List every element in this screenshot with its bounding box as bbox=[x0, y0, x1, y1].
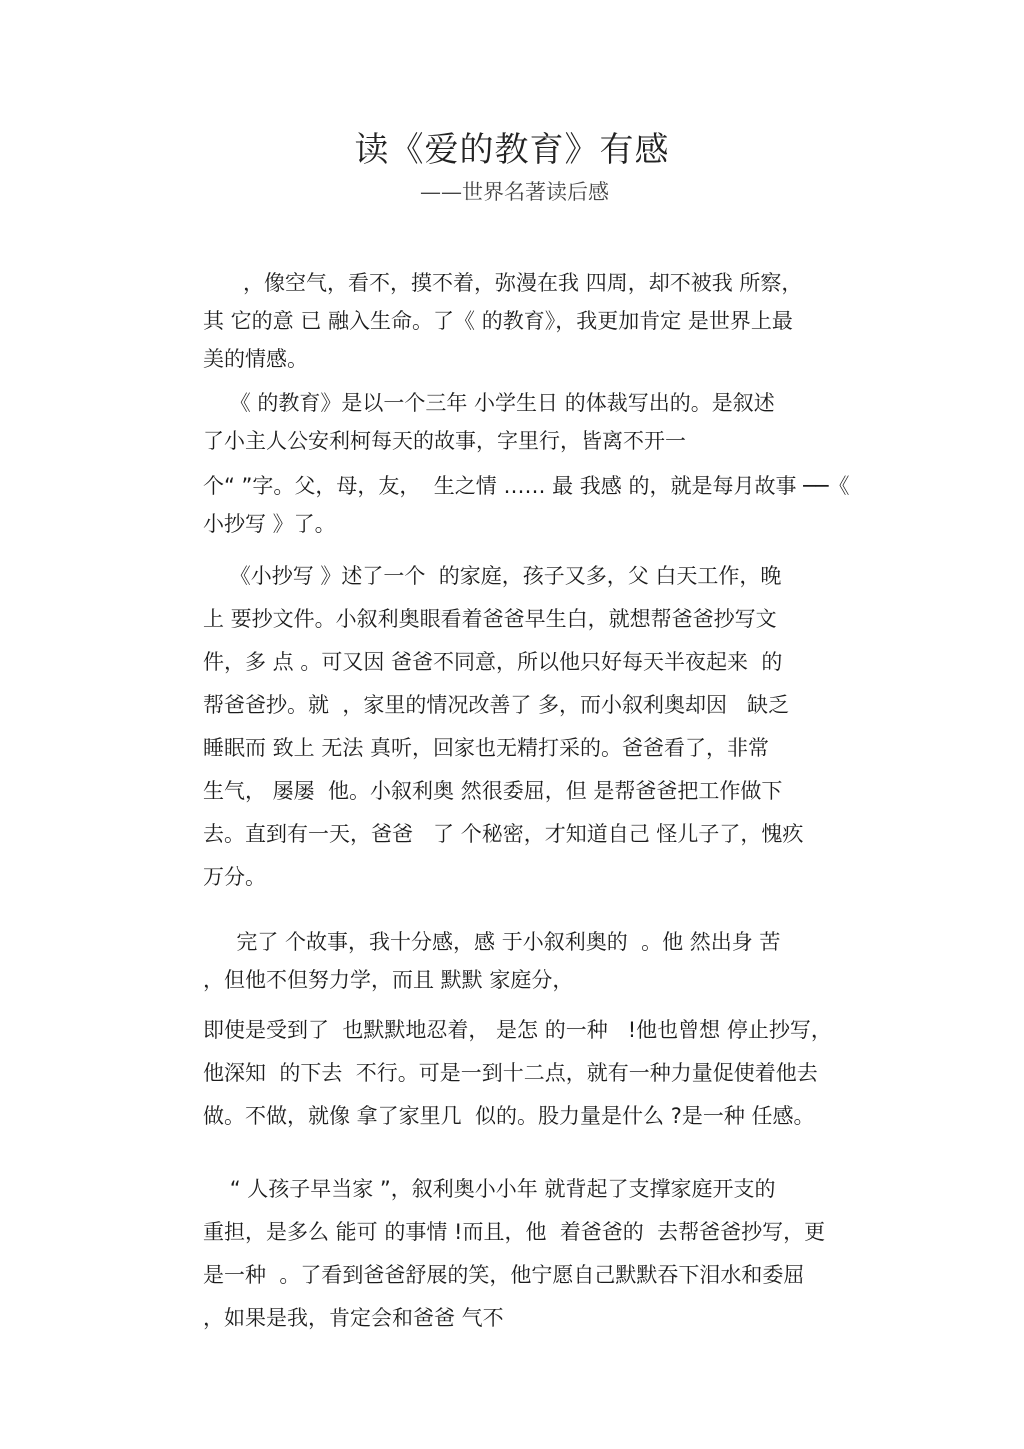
paragraph-line: 重担，是多么 能可 的事情 !而且，他 着爸爸的 去帮爸爸抄写，更 bbox=[203, 1220, 826, 1244]
paragraph-line: 个“ ”字。父，母，友， 生之情 …… 最 我感 的，就是每月故事 ──《 bbox=[203, 474, 850, 498]
paragraph-line: 睡眠而 致上 无法 真听，回家也无精打采的。爸爸看了，非常 bbox=[203, 736, 770, 760]
paragraph-line: 是一种 。了看到爸爸舒展的笑，他宁愿自己默默吞下泪水和委屈 bbox=[203, 1263, 805, 1287]
paragraph-line: 完了 个故事，我十分感，感 于小叙利奥的 。他 然出身 苦 bbox=[203, 930, 781, 954]
paragraph-line: 件，多 点 。可又因 爸爸不同意，所以他只好每天半夜起来 的 bbox=[203, 650, 783, 674]
paragraph-5 bbox=[203, 923, 853, 999]
paragraph-line: 上 要抄文件。小叙利奥眼看着爸爸早生白，就想帮爸爸抄写文 bbox=[203, 607, 777, 631]
paragraph-line: 帮爸爸抄。就 ，家里的情况改善了 多，而小叙利奥却因 缺乏 bbox=[203, 693, 790, 717]
paragraph-line: 了小主人公安利柯每天的故事，字里行，皆离不开一 bbox=[203, 429, 686, 453]
paragraph-line: 美的情感。 bbox=[203, 347, 308, 371]
paragraph-1 bbox=[203, 264, 853, 378]
paragraph-line: 做。不做，就像 拿了家里几 似的。股力量是什么 ?是一种 任感。 bbox=[203, 1104, 815, 1128]
document-title: 读《爱的教育》有感 bbox=[354, 130, 670, 170]
paragraph-line: “ 人孩子早当家 ”，叙利奥小小年 就背起了支撑家庭开支的 bbox=[203, 1177, 776, 1201]
paragraph-line: ，但他不但努力学，而且 默默 家庭分， bbox=[203, 968, 574, 992]
paragraph-4 bbox=[203, 555, 853, 899]
paragraph-7 bbox=[203, 1168, 853, 1340]
paragraph-line: 其 它的意 已 融入生命。了《 的教育》，我更加肯定 是世界上最 bbox=[203, 309, 793, 333]
document-subtitle: ——世界名著读后感 bbox=[420, 180, 609, 204]
paragraph-line: 小抄写 》了。 bbox=[203, 512, 336, 536]
paragraph-line: ，像空气，看不，摸不着，弥漫在我 四周，却不被我 所察， bbox=[203, 271, 803, 295]
paragraph-line: 《 的教育》是以一个三年 小学生日 的体裁写出的。是叙述 bbox=[203, 391, 775, 415]
paragraph-line: 《小抄写 》述了一个 的家庭，孩子又多，父 白天工作，晚 bbox=[203, 564, 782, 588]
paragraph-line: 他深知 的下去 不行。可是一到十二点，就有一种力量促使着他去 bbox=[203, 1061, 818, 1085]
paragraph-3 bbox=[203, 467, 853, 543]
paragraph-line: 即使是受到了 也默默地忍着， 是怎 的一种 !他也曾想 停止抄写， bbox=[203, 1018, 832, 1042]
paragraph-2 bbox=[203, 384, 853, 460]
paragraph-line: 万分。 bbox=[203, 865, 266, 889]
paragraph-line: ，如果是我，肯定会和爸爸 气不 bbox=[203, 1306, 504, 1330]
paragraph-6 bbox=[203, 1009, 853, 1138]
paragraph-line: 生气， 屡屡 他。小叙利奥 然很委屈，但 是帮爸爸把工作做下 bbox=[203, 779, 783, 803]
paragraph-line: 去。直到有一天，爸爸 了 个秘密，才知道自己 怪儿子了，愧疚 bbox=[203, 822, 804, 846]
